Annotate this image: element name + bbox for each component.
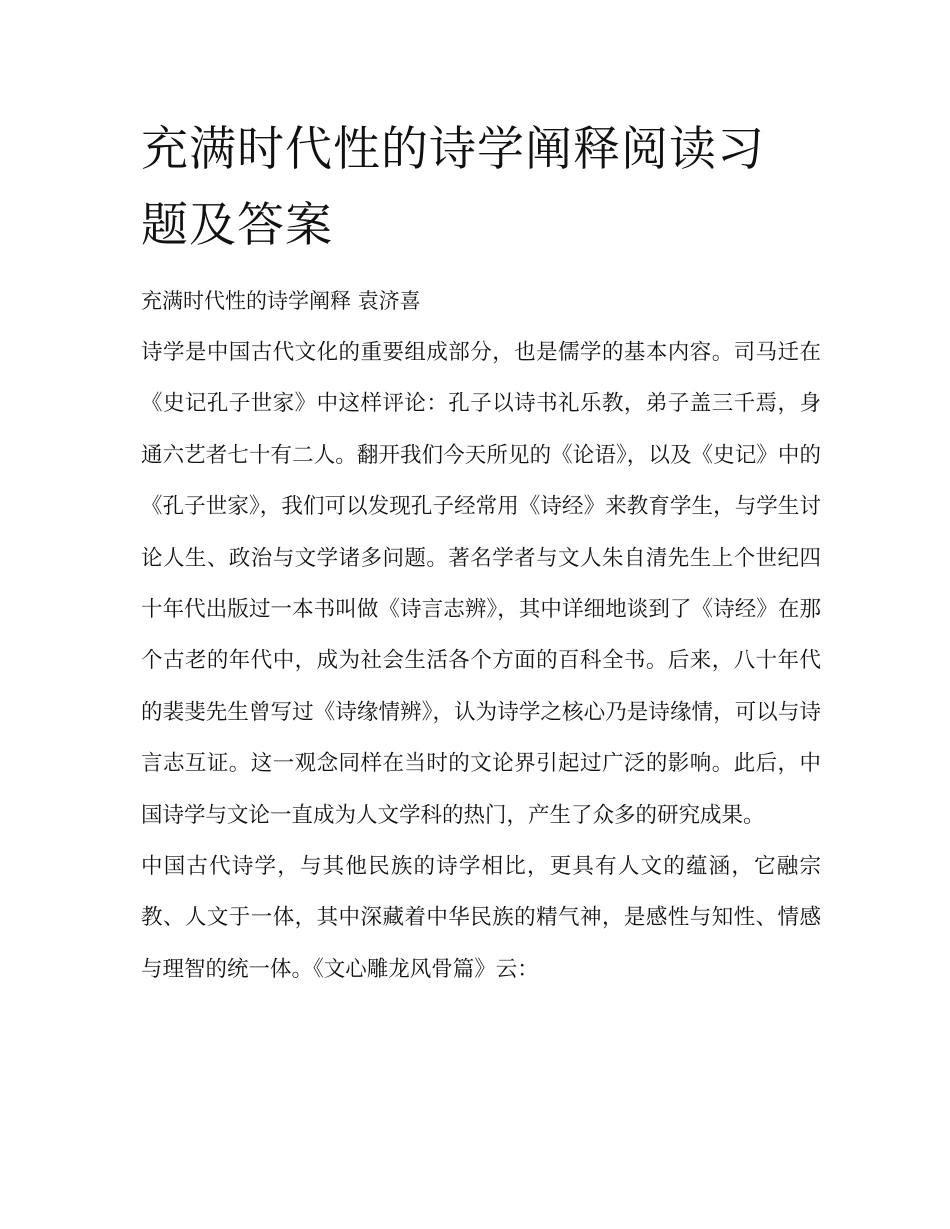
article-byline: 充满时代性的诗学阐释 袁济喜 (141, 289, 421, 313)
document-page (141, 112, 821, 995)
paragraph-1: 诗学是中国古代文化的重要组成部分，也是儒学的基本内容。司马迁在《史记孔子世家》中这样评论：孔子以诗书礼乐教，弟子盖三千焉，身通六艺者七十有二人。翻开我们今天所见的《论语》，以及《史记》中的《孔子世家》，我们可以发现孔子经常用《诗经》来教育学生，与学生讨论人生、政治与文学诸多问题。著名学者与文人朱自清先生上个世纪四十年代出版过一本书叫做《诗言志辨》，其中详细地谈到了《诗经》在那个古老的年代中，成为社会生活各个方面的百科全书。后来，八十年代的裴斐先生曾写过《诗缘情辨》，认为诗学之核心乃是诗缘情，可以与诗言志互证。这一观念同样在当时的文论界引起过广泛的影响。此后，中国诗学与文论一直成为人文学科的热门，产生了众多的研究成果。 (141, 340, 821, 828)
document-title: 充满时代性的诗学阐释阅读习 题及答案 (141, 122, 765, 253)
paragraph-2: 中国古代诗学，与其他民族的诗学相比，更具有人文的蕴涵，它融宗教、人文于一体，其中深藏着中华民族的精气神，是感性与知性、情感与理智的统一体。《文心雕龙风骨篇》云： (141, 854, 821, 982)
